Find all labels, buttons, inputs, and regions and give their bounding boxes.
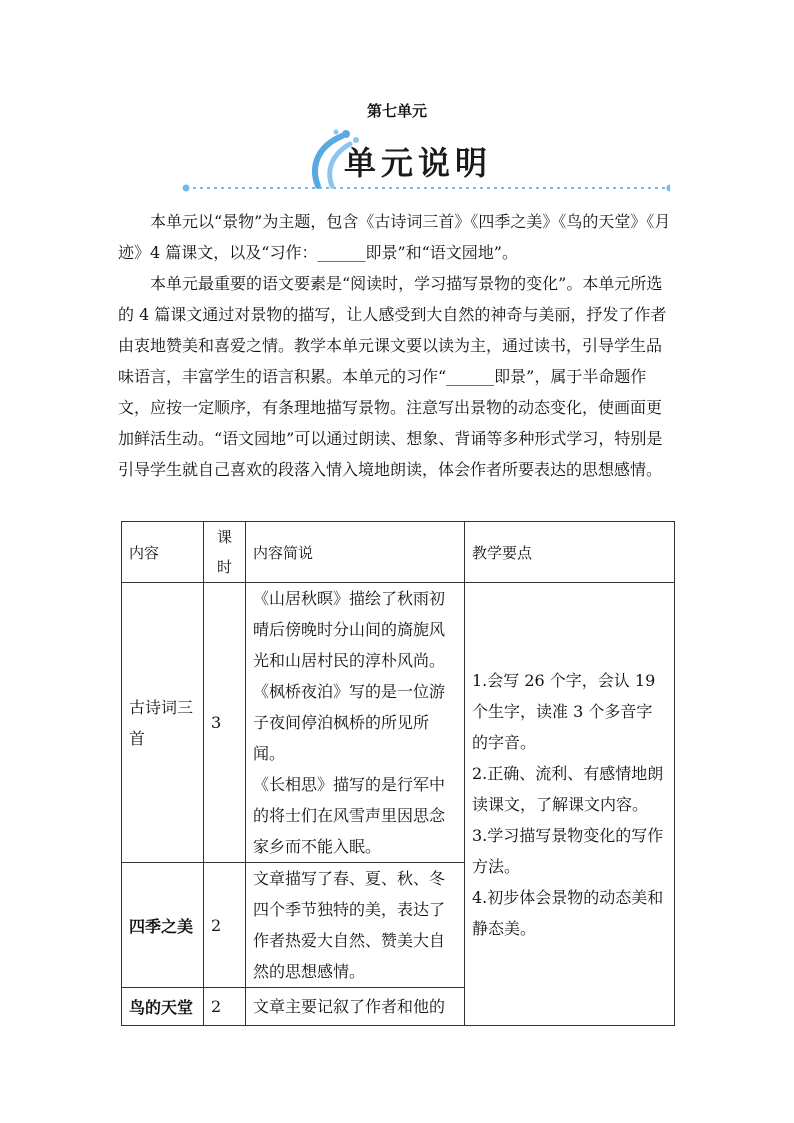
row-summary [246, 863, 465, 988]
row-hours: 3 [204, 583, 246, 863]
table-header-row [122, 522, 675, 583]
summary-line: 《枫桥夜泊》写的是一位游子夜间停泊枫桥的所见所闻。 [253, 682, 446, 763]
point-item: 3.学习描写景物变化的写作方法。 [472, 825, 664, 876]
header-hours [204, 522, 246, 583]
row-content: 鸟的天堂 [122, 988, 204, 1026]
summary-line: 《山居秋暝》描绘了秋雨初晴后傍晚时分山间的旖旎风光和山居村民的淳朴风尚。 [253, 589, 446, 670]
header-hours-line-1: 课 [216, 528, 232, 546]
lesson-table [121, 521, 675, 1026]
row-summary [246, 583, 465, 863]
row-content: 四季之美 [122, 863, 204, 988]
banner-title: 单元说明 [344, 144, 493, 182]
header-summary: 内容简说 [246, 522, 465, 583]
point-item: 4.初步体会景物的动态美和静态美。 [472, 887, 664, 938]
unit-banner [150, 128, 670, 198]
row-hours: 2 [204, 863, 246, 988]
point-item: 2.正确、流利、有感情地朗读课文，了解课文内容。 [472, 763, 664, 814]
table-row [122, 583, 675, 863]
row-hours: 2 [204, 988, 246, 1026]
header-content: 内容 [122, 522, 204, 583]
intro-paragraph-2: 本单元最重要的语文要素是“阅读时，学习描写景物的变化”。本单元所选的 4 篇课文通过对景物的描写，让人感受到大自然的神奇与美丽，抒发了作者由衷地赞美和喜爱之情。教学本单元课文要以读为主，通过读书，引导学生品味语言，丰富学生的语言积累。本单元的习作“______即景”，属于半命题作文，应按一定顺序，有条理地描写景物。注意写出景物的动态变化，使画面更加鲜活生动。“语文园地”可以通过朗读、想象、背诵等多种形式学习，特别是引导学生就自己喜欢的段落入情入境地朗读，体会作者所要表达的思想感情。 [118, 274, 667, 479]
point-item: 1.会写 26 个字，会认 19 个生字，读准 3 个多音字的字音。 [472, 670, 656, 752]
unit-label: 第七单元 [366, 102, 427, 120]
summary-line: 文章描写了春、夏、秋、冬四个季节独特的美，表达了作者热爱大自然、赞美大自然的思想感情。 [253, 869, 446, 981]
summary-line: 《长相思》描写的是行军中的将士们在风雪声里因思念家乡而不能入眠。 [253, 775, 446, 856]
header-points: 教学要点 [465, 522, 675, 583]
header-hours-line-2: 时 [216, 558, 232, 576]
intro-paragraph-1: 本单元以“景物”为主题，包含《古诗词三首》《四季之美》《鸟的天堂》《月迹》4 篇课文，以及“习作：______即景”和“语文园地”。 [118, 212, 671, 262]
intro-text [118, 206, 674, 485]
row-summary [246, 988, 465, 1026]
teaching-points [465, 583, 675, 1026]
summary-line: 文章主要记叙了作者和他的 [253, 997, 446, 1016]
row-content: 古诗词三首 [122, 583, 204, 863]
